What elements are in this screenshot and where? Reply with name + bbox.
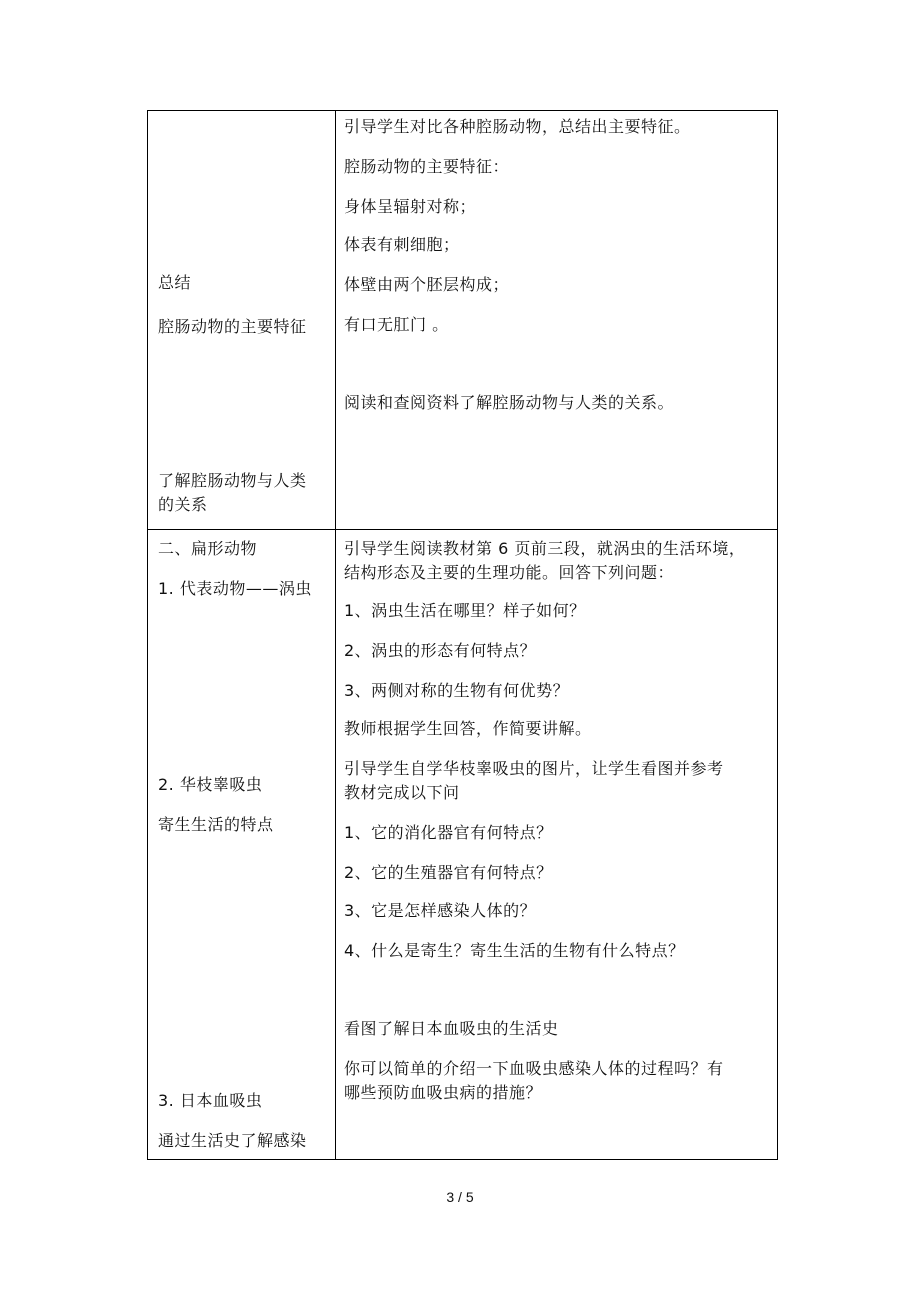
planaria-label: 1. 代表动物——涡虫 — [158, 579, 312, 598]
question-item: 3、两侧对称的生物有何优势？ — [344, 681, 570, 700]
question-item: 1、它的消化器官有何特点？ — [344, 823, 553, 842]
section-flatworms: 二、扁形动物 — [158, 539, 258, 558]
feature-item: 体表有刺细胞； — [344, 235, 460, 254]
self-study-line1: 引导学生自学华枝睾吸虫的图片，让学生看图并参考 — [344, 759, 724, 778]
textbook-guide-line1: 引导学生阅读教材第 6 页前三段，就涡虫的生活环境， — [344, 539, 746, 558]
parasitic-label: 寄生生活的特点 — [158, 815, 274, 834]
feature-item: 有口无肛门 。 — [344, 315, 449, 334]
question-item: 4、什么是寄生？寄生生活的生物有什么特点？ — [344, 941, 685, 960]
relation-label-line2: 的关系 — [158, 495, 208, 514]
blood-fluke-label: 3. 日本血吸虫 — [158, 1091, 263, 1110]
column-divider — [335, 111, 336, 1159]
teacher-note: 教师根据学生回答，作简要讲解。 — [344, 719, 592, 738]
question-item: 3、它是怎样感染人体的？ — [344, 901, 537, 920]
feature-item: 身体呈辐射对称； — [344, 197, 477, 216]
features-title: 腔肠动物的主要特征： — [344, 157, 510, 176]
relation-label-line1: 了解腔肠动物与人类 — [158, 471, 307, 490]
summary-subtitle: 腔肠动物的主要特征 — [158, 317, 307, 336]
question-item: 2、涡虫的形态有何特点？ — [344, 641, 537, 660]
self-study-line2: 教材完成以下问 — [344, 783, 460, 802]
feature-item: 体壁由两个胚层构成； — [344, 275, 510, 294]
page-number: 3 / 5 — [446, 1189, 474, 1205]
question-item: 2、它的生殖器官有何特点？ — [344, 863, 553, 882]
guide-compare: 引导学生对比各种腔肠动物，总结出主要特征。 — [344, 117, 691, 136]
question-item: 1、涡虫生活在哪里？样子如何？ — [344, 601, 586, 620]
liver-fluke-label: 2. 华枝睾吸虫 — [158, 775, 263, 794]
row-divider — [148, 529, 777, 530]
reading-task: 阅读和查阅资料了解腔肠动物与人类的关系。 — [344, 393, 675, 412]
lesson-table — [147, 110, 778, 1160]
summary-title: 总结 — [158, 273, 192, 292]
textbook-guide-line2: 结构形态及主要的生理功能。回答下列问题： — [344, 563, 675, 582]
infection-question-line1: 你可以简单的介绍一下血吸虫感染人体的过程吗？有 — [344, 1059, 724, 1078]
infection-question-line2: 哪些预防血吸虫病的措施？ — [344, 1083, 543, 1102]
life-cycle-label: 通过生活史了解感染 — [158, 1131, 307, 1150]
life-cycle-task: 看图了解日本血吸虫的生活史 — [344, 1019, 559, 1038]
